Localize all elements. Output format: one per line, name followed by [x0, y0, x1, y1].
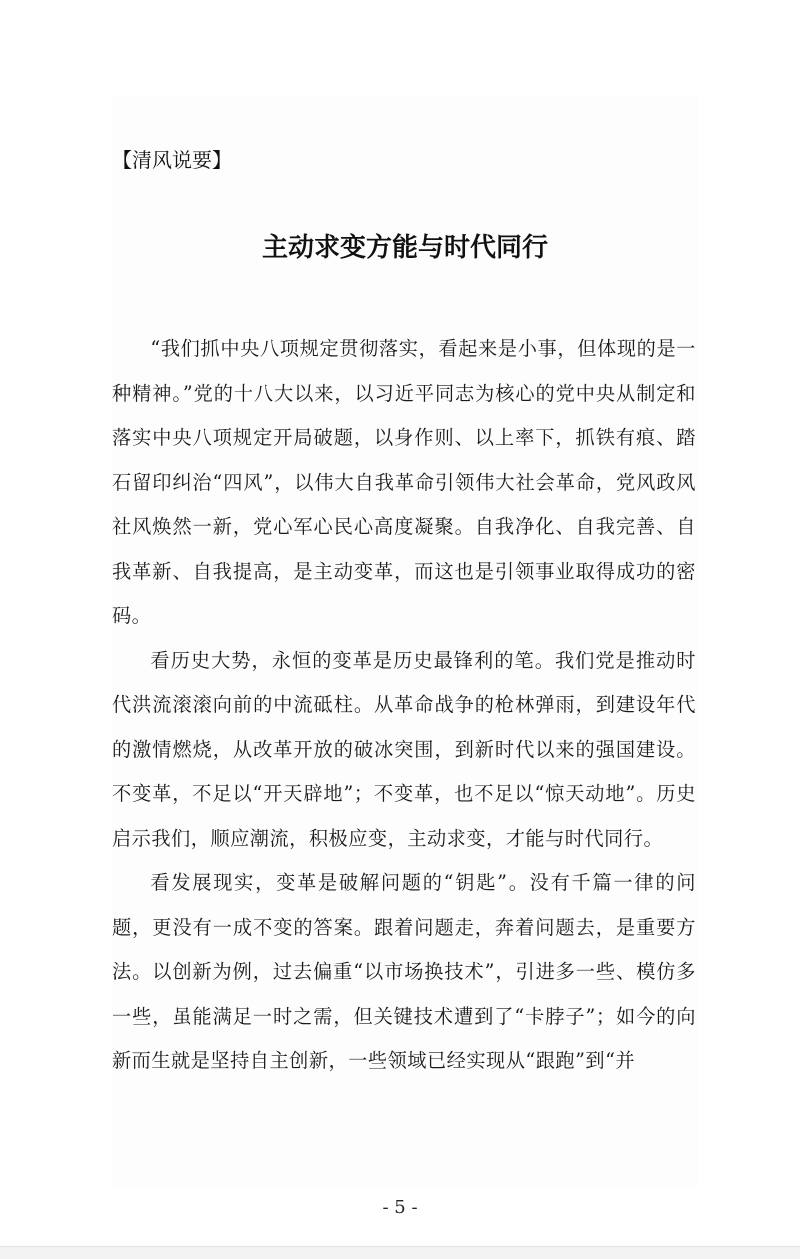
section-tag: 【清风说要】 [112, 148, 232, 172]
paragraph-3: 看发展现实，变革是破解问题的“钥匙”。没有千篇一律的问题，更没有一成不变的答案。跟着问题走，奔着问题去，是重要方法。以创新为例，过去偏重“以市场换技术”，引进多一些、模仿多一些，虽能满足一时之需，但关键技术遭到了“卡脖子”；如今的向新而生就是坚持自主创新，一些领域已经实现从“跟跑”到“并 [112, 871, 696, 1072]
article-body [112, 327, 696, 1084]
article-title: 主动求变方能与时代同行 [261, 233, 548, 263]
page-bottom-edge [0, 1246, 800, 1259]
paragraph-2: 看历史大势，永恒的变革是历史最锋利的笔。我们党是推动时代洪流滚滚向前的中流砥柱。从革命战争的枪林弹雨，到建设年代的激情燃烧，从改革开放的破冰突围，到新时代以来的强国建设。不变革，不足以“开天辟地”；不变革，也不足以“惊天动地”。历史启示我们，顺应潮流，积极应变，主动求变，才能与时代同行。 [112, 648, 696, 850]
paragraph-1: “我们抓中央八项规定贯彻落实，看起来是小事，但体现的是一种精神。”党的十八大以来，以习近平同志为核心的党中央从制定和落实中央八项规定开局破题，以身作则、以上率下，抓铁有痕、踏石留印纠治“四风”，以伟大自我革命引领伟大社会革命，党风政风社风焕然一新，党心军心民心高度凝聚。自我净化、自我完善、自我革新、自我提高，是主动变革，而这也是引领事业取得成功的密码。 [112, 337, 696, 627]
page-number: - 5 - [382, 1197, 418, 1218]
